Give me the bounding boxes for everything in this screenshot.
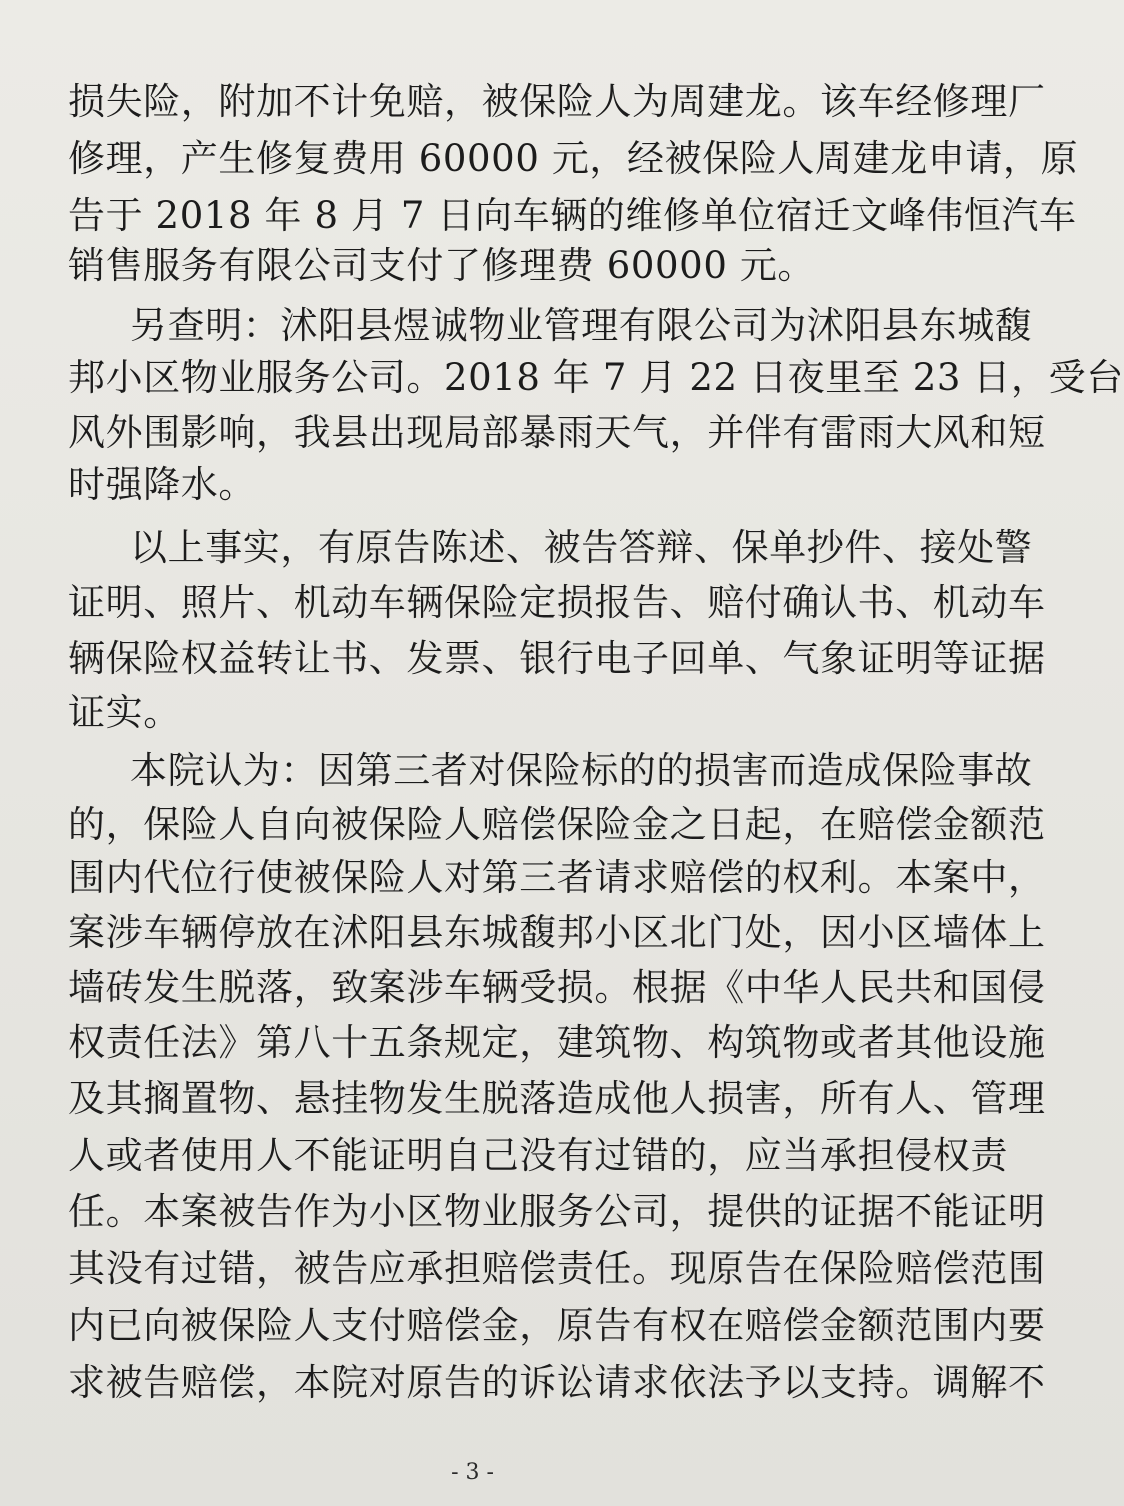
text-line: 本院认为：因第三者对保险标的的损害而造成保险事故 <box>130 749 1033 792</box>
text-line: 邦小区物业服务公司。2018 年 7 月 22 日夜里至 23 日，受台 <box>68 356 1124 399</box>
text-line: 其没有过错，被告应承担赔偿责任。现原告在保险赔偿范围 <box>68 1247 1046 1290</box>
text-line: 损失险，附加不计免赔，被保险人为周建龙。该车经修理厂 <box>68 80 1046 123</box>
text-line: 墙砖发生脱落，致案涉车辆受损。根据《中华人民共和国侵 <box>68 966 1046 1009</box>
text-line: 以上事实，有原告陈述、被告答辩、保单抄件、接处警 <box>130 526 1033 569</box>
text-line: 证明、照片、机动车辆保险定损报告、赔付确认书、机动车 <box>68 581 1046 624</box>
text-line: 修理，产生修复费用 60000 元，经被保险人周建龙申请，原 <box>68 137 1079 180</box>
text-line: 的，保险人自向被保险人赔偿保险金之日起，在赔偿金额范 <box>68 803 1046 846</box>
text-line: 求被告赔偿，本院对原告的诉讼请求依法予以支持。调解不 <box>68 1361 1046 1404</box>
text-line: 内已向被保险人支付赔偿金，原告有权在赔偿金额范围内要 <box>68 1304 1046 1347</box>
text-line: 权责任法》第八十五条规定，建筑物、构筑物或者其他设施 <box>68 1021 1046 1064</box>
text-line: 任。本案被告作为小区物业服务公司，提供的证据不能证明 <box>68 1190 1046 1233</box>
text-line: 销售服务有限公司支付了修理费 60000 元。 <box>68 244 816 287</box>
text-line: 另查明：沭阳县煜诚物业管理有限公司为沭阳县东城馥 <box>130 304 1033 347</box>
text-line: 风外围影响，我县出现局部暴雨天气，并伴有雷雨大风和短 <box>68 411 1046 454</box>
text-line: 案涉车辆停放在沭阳县东城馥邦小区北门处，因小区墙体上 <box>68 911 1046 954</box>
page-number: - 3 - <box>451 1460 494 1485</box>
text-line: 及其搁置物、悬挂物发生脱落造成他人损害，所有人、管理 <box>68 1077 1046 1120</box>
text-line: 人或者使用人不能证明自己没有过错的，应当承担侵权责 <box>68 1134 1008 1177</box>
text-line: 围内代位行使被保险人对第三者请求赔偿的权利。本案中， <box>68 856 1046 899</box>
text-line: 告于 2018 年 8 月 7 日向车辆的维修单位宿迁文峰伟恒汽车 <box>68 194 1077 237</box>
text-line: 时强降水。 <box>68 463 256 506</box>
text-line: 证实。 <box>68 691 181 734</box>
text-line: 辆保险权益转让书、发票、银行电子回单、气象证明等证据 <box>68 637 1046 680</box>
